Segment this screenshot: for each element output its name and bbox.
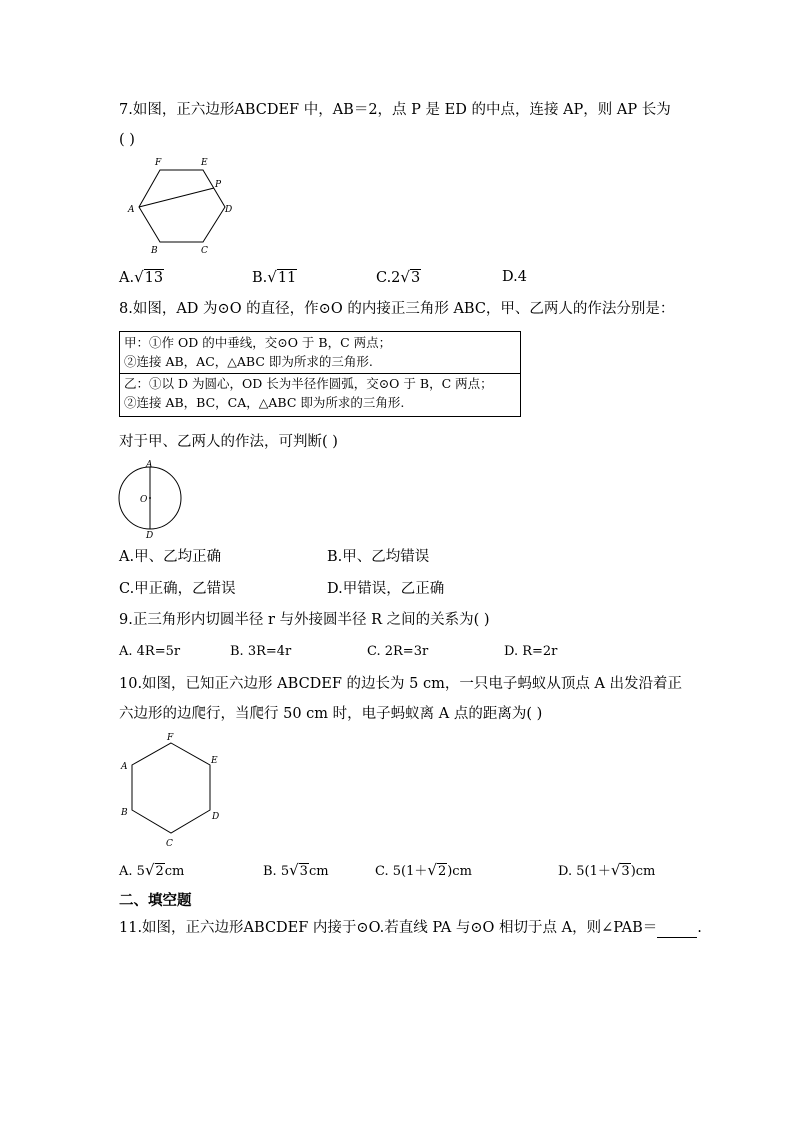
q8-label-O: O bbox=[140, 495, 148, 505]
q8-stem: 8.如图，AD 为⊙O 的直径，作⊙O 的内接正三角形 ABC，甲、乙两人的作法分别是： bbox=[119, 301, 675, 317]
q9-option-c: C. 2R=3r bbox=[367, 644, 429, 659]
q10-stem-line2: 六边形的边爬行，当爬行 50 cm 时，电子蚂蚁离 A 点的距离为( ) bbox=[119, 706, 543, 722]
q9-option-b: B. 3R=4r bbox=[230, 644, 292, 659]
q7-hexagon-figure bbox=[125, 155, 235, 255]
q8-question: 对于甲、乙两人的作法，可判断( ) bbox=[119, 434, 338, 450]
q10-label-C: C bbox=[166, 839, 173, 849]
q8-label-A: A bbox=[146, 460, 153, 470]
q10-hexagon-figure bbox=[118, 733, 228, 858]
q8-option-b: B.甲、乙均错误 bbox=[327, 549, 430, 565]
q8-jia-step2: ②连接 AB，AC，△ABC 即为所求的三角形. bbox=[124, 354, 373, 369]
q7-label-F: F bbox=[155, 158, 162, 168]
q8-label-D: D bbox=[146, 531, 154, 541]
q8-method-yi bbox=[120, 374, 520, 415]
q7-stem: 7.如图，正六边形ABCDEF 中，AB＝2，点 P 是 ED 的中点，连接 AP，则 AP 长为 bbox=[119, 102, 671, 118]
q11-stem: 11.如图，正六边形ABCDEF 内接于⊙O.若直线 PA 与⊙O 相切于点 A，则∠PAB＝ . bbox=[119, 920, 702, 936]
q8-jia-step1: 甲：①作 OD 的中垂线，交⊙O 于 B，C 两点； bbox=[124, 335, 392, 350]
q10-label-A: A bbox=[121, 762, 128, 772]
q8-option-c: C.甲正确，乙错误 bbox=[119, 581, 236, 597]
q10-option-a: A. 5√2cm bbox=[119, 861, 185, 879]
q7-label-B: B bbox=[151, 246, 158, 256]
q8-yi-step1: 乙：①以 D 为圆心，OD 长为半径作圆弧，交⊙O 于 B，C 两点； bbox=[124, 376, 493, 391]
q7-label-C: C bbox=[201, 246, 208, 256]
q7-option-b: B.√11 bbox=[252, 268, 297, 286]
q7-option-a: A.√13 bbox=[119, 268, 164, 286]
q7-label-P: P bbox=[215, 180, 222, 190]
q10-option-c: C. 5(1＋√2)cm bbox=[375, 861, 472, 879]
q7-label-D: D bbox=[225, 205, 233, 215]
q7-answer-paren: ( ) bbox=[119, 132, 135, 148]
section-title-fill-in: 二、填空题 bbox=[119, 893, 192, 909]
q8-circle-figure bbox=[116, 462, 196, 542]
q8-option-a: A.甲、乙均正确 bbox=[119, 549, 222, 565]
q11-answer-blank[interactable] bbox=[657, 923, 697, 938]
q10-label-E: E bbox=[211, 756, 218, 766]
q10-label-B: B bbox=[121, 808, 128, 818]
q10-option-d: D. 5(1＋√3)cm bbox=[558, 861, 656, 879]
q7-option-d: D.4 bbox=[502, 269, 527, 285]
q8-method-table bbox=[119, 331, 521, 417]
q10-stem-line1: 10.如图，已知正六边形 ABCDEF 的边长为 5 cm，一只电子蚂蚁从顶点 A 出发沿着正 bbox=[119, 676, 683, 692]
q9-option-a: A. 4R=5r bbox=[119, 644, 181, 659]
q7-label-A: A bbox=[128, 205, 135, 215]
q9-option-d: D. R=2r bbox=[504, 644, 558, 659]
q8-yi-step2: ②连接 AB，BC，CA，△ABC 即为所求的三角形. bbox=[124, 395, 405, 410]
q10-label-F: F bbox=[167, 733, 174, 743]
q7-label-E: E bbox=[201, 158, 208, 168]
q10-option-b: B. 5√3cm bbox=[263, 861, 329, 879]
q9-stem: 9.正三角形内切圆半径 r 与外接圆半径 R 之间的关系为( ) bbox=[119, 612, 490, 628]
q8-option-d: D.甲错误，乙正确 bbox=[327, 581, 445, 597]
q8-method-jia bbox=[120, 332, 520, 374]
q7-option-c: C.2√3 bbox=[376, 268, 421, 286]
q10-label-D: D bbox=[212, 812, 220, 822]
